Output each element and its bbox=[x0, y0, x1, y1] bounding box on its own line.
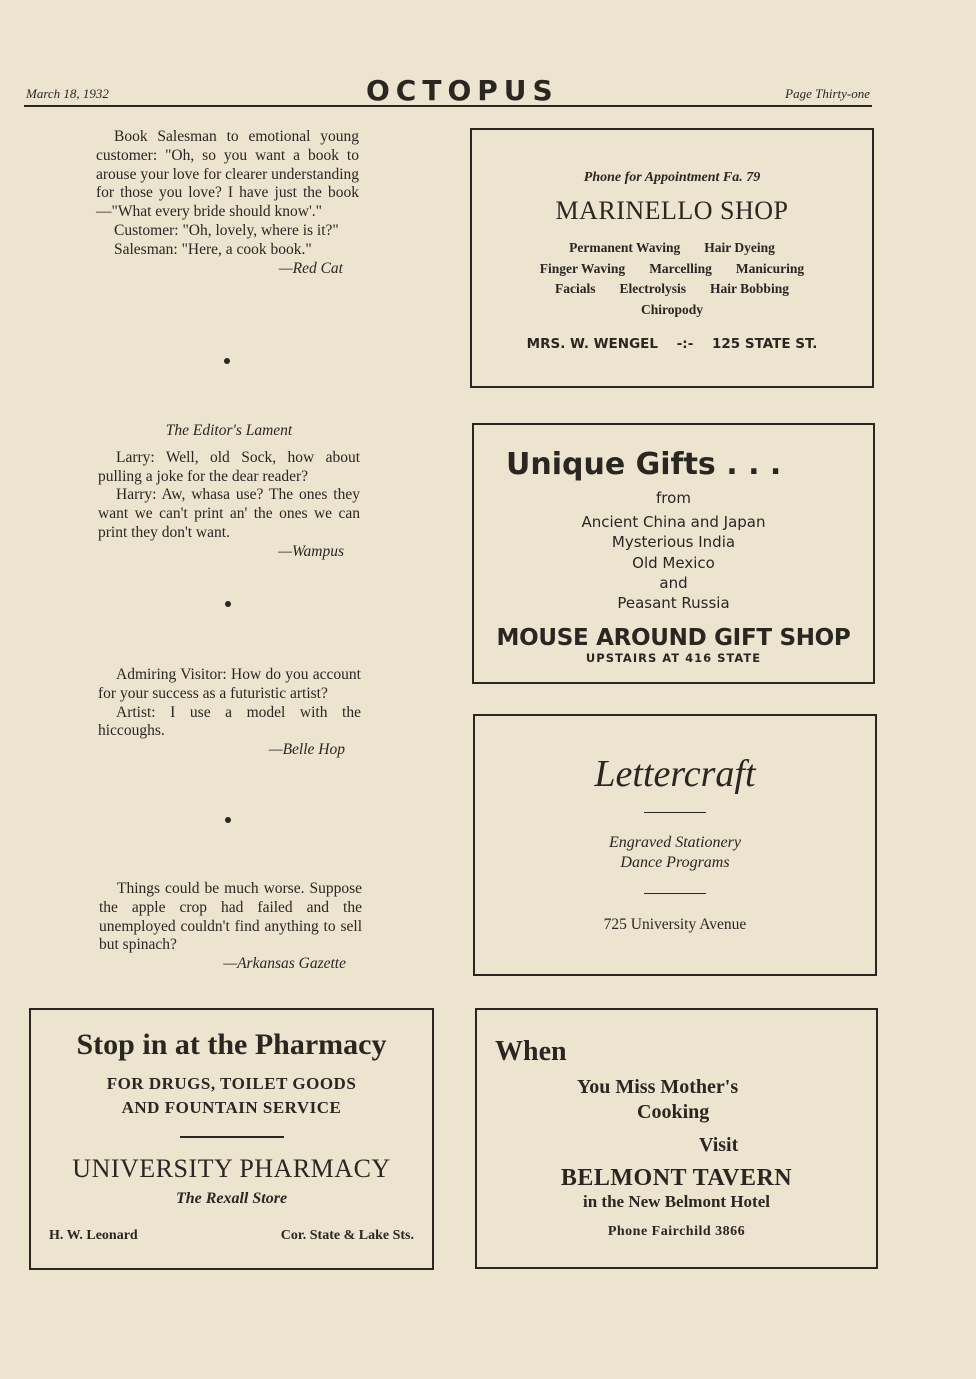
divider bbox=[644, 893, 706, 894]
lettercraft-logo: Lettercraft bbox=[594, 753, 756, 795]
joke-2 bbox=[98, 422, 360, 562]
service-item: Hair Dyeing bbox=[704, 240, 775, 255]
service-item: Manicuring bbox=[735, 260, 805, 276]
masthead: OCTOPUS bbox=[366, 74, 559, 107]
service-item: Finger Waving bbox=[539, 260, 626, 276]
joke-3 bbox=[98, 666, 361, 760]
joke-source: —Belle Hop bbox=[268, 741, 345, 759]
lettercraft-ad bbox=[473, 714, 877, 976]
ad-line: Ancient China and Japan bbox=[581, 513, 766, 532]
pharmacy-footer bbox=[31, 1228, 432, 1244]
service-item: Facials bbox=[555, 281, 596, 296]
shop-name: MOUSE AROUND GIFT SHOP bbox=[496, 625, 851, 652]
joke-paragraph: Artist: I use a model with the hiccoughs. bbox=[98, 703, 361, 740]
issue-date: March 18, 1932 bbox=[26, 86, 109, 101]
ad-line: You Miss Mother's bbox=[577, 1076, 739, 1098]
pharmacy-ad bbox=[29, 1008, 434, 1270]
shop-address: 725 University Avenue bbox=[603, 916, 747, 933]
unique-gifts-ad bbox=[472, 423, 875, 684]
appointment-line: Phone for Appointment Fa. 79 bbox=[583, 170, 761, 185]
footer-separator: -:- bbox=[676, 336, 694, 352]
ad-line: Mysterious India bbox=[611, 533, 736, 552]
pharmacy-tagline: The Rexall Store bbox=[175, 1190, 288, 1207]
tavern-phone: Phone Fairchild 3866 bbox=[607, 1224, 746, 1239]
product-line: Dance Programs bbox=[620, 854, 730, 871]
joke-source: —Wampus bbox=[278, 542, 344, 560]
services-list bbox=[472, 238, 872, 320]
pharmacy-owner: H. W. Leonard bbox=[49, 1228, 138, 1243]
belmont-tavern-ad bbox=[475, 1008, 878, 1269]
ad-headline: Stop in at the Pharmacy bbox=[76, 1028, 387, 1061]
shop-name: MARINELLO SHOP bbox=[555, 196, 789, 225]
service-item: Hair Bobbing bbox=[710, 281, 789, 296]
divider bbox=[180, 1136, 284, 1138]
joke-paragraph: Larry: Well, old Sock, how about pulling a joke for the dear reader? bbox=[98, 448, 360, 485]
page-number: Page Thirty-one bbox=[785, 86, 870, 101]
marinello-shop-ad bbox=[470, 128, 874, 388]
ad-line: and bbox=[659, 573, 688, 592]
services-text bbox=[31, 1072, 432, 1120]
product-line: Engraved Stationery bbox=[609, 834, 741, 851]
joke-paragraph: Salesman: "Here, a cook book." bbox=[114, 240, 312, 258]
joke-title: The Editor's Lament bbox=[165, 422, 293, 439]
shop-footer bbox=[472, 336, 872, 352]
pharmacy-address: Cor. State & Lake Sts. bbox=[280, 1228, 414, 1243]
ad-line: Visit bbox=[699, 1134, 739, 1156]
service-item: Electrolysis bbox=[619, 281, 687, 296]
services-line: FOR DRUGS, TOILET GOODS bbox=[106, 1074, 357, 1093]
ad-line: from bbox=[656, 489, 691, 507]
tavern-hotel: in the New Belmont Hotel bbox=[583, 1192, 770, 1211]
tavern-name: BELMONT TAVERN bbox=[560, 1165, 793, 1191]
ad-headline: When bbox=[495, 1036, 567, 1067]
separator-dot bbox=[225, 817, 231, 823]
header-rule bbox=[24, 105, 872, 107]
ad-line: Peasant Russia bbox=[617, 594, 730, 613]
services-line: AND FOUNTAIN SERVICE bbox=[121, 1098, 342, 1117]
joke-paragraph: Admiring Visitor: How do you account for your success as a futuristic artist? bbox=[98, 666, 361, 702]
joke-paragraph: Customer: "Oh, lovely, where is it?" bbox=[114, 221, 339, 239]
joke-1 bbox=[96, 128, 359, 278]
shop-address: 125 STATE ST. bbox=[712, 336, 818, 352]
shop-location: UPSTAIRS AT 416 STATE bbox=[585, 651, 762, 666]
joke-paragraph: Book Salesman to emotional young customer: "Oh, so you want a book to arouse your love for clearer understanding for those you love? I have just the book—"What every bride should know'." bbox=[96, 128, 359, 221]
service-item: Chiropody bbox=[640, 301, 704, 317]
service-item: Marcelling bbox=[649, 260, 712, 276]
joke-paragraph: Harry: Aw, whasa use? The ones they want we can't print an' the ones we can print they don't want. bbox=[98, 486, 360, 541]
pharmacy-name: UNIVERSITY PHARMACY bbox=[72, 1154, 391, 1183]
separator-dot bbox=[225, 601, 231, 607]
ad-line: Old Mexico bbox=[632, 553, 715, 572]
divider bbox=[644, 812, 706, 813]
ad-headline: Unique Gifts . . . bbox=[506, 447, 782, 482]
ad-line: Cooking bbox=[637, 1101, 710, 1123]
joke-source: —Red Cat bbox=[278, 259, 343, 277]
service-item: Permanent Waving bbox=[569, 240, 681, 255]
joke-paragraph: Things could be much worse. Suppose the apple crop had failed and the unemployed couldn't find anything to sell but spinach? bbox=[99, 880, 362, 954]
joke-source: —Arkansas Gazette bbox=[223, 955, 346, 973]
origins-list bbox=[474, 488, 873, 613]
proprietor: MRS. W. WENGEL bbox=[526, 336, 658, 352]
separator-dot bbox=[224, 358, 230, 364]
joke-4 bbox=[99, 880, 362, 974]
